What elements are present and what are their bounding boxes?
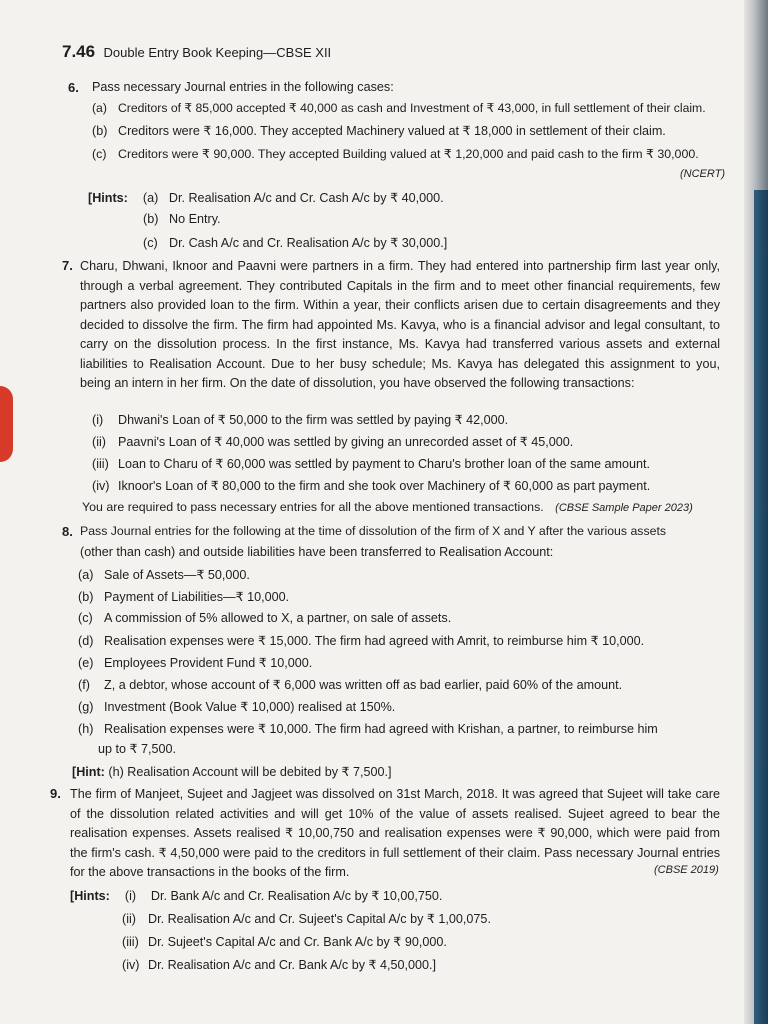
- running-title: Double Entry Book Keeping—CBSE XII: [103, 45, 332, 60]
- question-paragraph: The firm of Manjeet, Sujeet and Jagjeet was dissolved on 31st March, 2018. It was agreed that Sujeet will take care of the dissolution related activities and will get 10% of the value of assets realised. Sujeet agreed to bear the realisation expenses. Assets realised ₹ 10,00,750 and realisation expenses were ₹ 90,000, which were paid from the firm's cash. ₹ 4,50,000 were paid to the creditors in full settlement of their claim. Pass necessary Journal entries for the above transactions in the books of the firm.: [70, 787, 720, 879]
- list-item: (b) Creditors were ₹ 16,000. They accepted Machinery valued at ₹ 18,000 in settlement of their claim.: [92, 124, 666, 138]
- book-page-edge: [744, 0, 768, 1024]
- source-citation: (NCERT): [680, 168, 726, 180]
- list-item: (a) Sale of Assets—₹ 50,000.: [78, 568, 250, 582]
- list-item: (f) Z, a debtor, whose account of ₹ 6,000 was written off as bad earlier, paid 60% of the amount.: [78, 678, 623, 692]
- page-number: 7.46: [62, 42, 96, 61]
- red-page-tab: [0, 386, 13, 462]
- list-item-continuation: up to ₹ 7,500.: [98, 742, 177, 756]
- question-paragraph: Charu, Dhwani, Iknoor and Paavni were partners in a firm. They had entered into partnership firm last year only, through a verbal agreement. They contributed Capitals in the firm and to meet other financial requirements, few partners also provided loan to the firm. Within a year, their conflicts arisen due to certain disagreements and they decided to dissolve the firm. The firm had appointed Ms. Kavya, who is a financial advisor and legal consultant, to carry on the dissolution process. In the first instance, Ms. Kavya had transferred various assets and external liabilities to Realisation Account. Due to her busy schedule; Ms. Kavya has delegated this assignment to you, being an intern in her firm. On the date of dissolution, you have observed the following transactions:: [80, 259, 720, 390]
- hints-block: [Hints: (a) Dr. Realisation A/c and Cr. Cash A/c by ₹ 40,000.: [88, 191, 444, 205]
- list-item: (b) Payment of Liabilities—₹ 10,000.: [78, 590, 290, 604]
- hints-block: [Hints: (i) Dr. Bank A/c and Cr. Realisation A/c by ₹ 10,00,750.: [70, 889, 443, 903]
- list-item: (g) Investment (Book Value ₹ 10,000) realised at 150%.: [78, 700, 396, 714]
- list-item: (d) Realisation expenses were ₹ 15,000. The firm had agreed with Amrit, to reimburse him ₹ 10,000.: [78, 634, 645, 648]
- binding-strip: [754, 190, 768, 1024]
- question-prompt: Pass Journal entries for the following at the time of dissolution of the firm of X and Y after the various assets: [80, 524, 667, 538]
- list-item: (ii) Dr. Realisation A/c and Cr. Sujeet's Capital A/c by ₹ 1,00,075.: [122, 912, 491, 926]
- list-item: (c) Dr. Cash A/c and Cr. Realisation A/c by ₹ 30,000.]: [143, 236, 448, 250]
- list-item: (iii) Loan to Charu of ₹ 60,000 was settled by payment to Charu's brother loan of the same amount.: [92, 457, 650, 471]
- question-number: 6.: [68, 80, 79, 95]
- question-prompt: Pass necessary Journal entries in the following cases:: [92, 80, 394, 94]
- list-item: (iv) Dr. Realisation A/c and Cr. Bank A/c by ₹ 4,50,000.]: [122, 958, 437, 972]
- closing-line: You are required to pass necessary entries for all the above mentioned transactions. (CBSE Sample Paper 2023): [82, 500, 693, 514]
- question-number: 8.: [62, 524, 73, 539]
- list-item: (c) Creditors were ₹ 90,000. They accepted Building valued at ₹ 1,20,000 and paid cash to the firm ₹ 30,000.: [92, 147, 699, 161]
- list-item: (h) Realisation expenses were ₹ 10,000. The firm had agreed with Krishan, a partner, to reimburse him: [78, 722, 658, 736]
- list-item: (i) Dhwani's Loan of ₹ 50,000 to the firm was settled by paying ₹ 42,000.: [92, 413, 509, 427]
- list-item: (e) Employees Provident Fund ₹ 10,000.: [78, 656, 313, 670]
- list-item: (iv) Iknoor's Loan of ₹ 80,000 to the firm and she took over Machinery of ₹ 60,000 as part payment.: [92, 479, 651, 493]
- page-header: [62, 42, 722, 68]
- question-prompt: (other than cash) and outside liabilities have been transferred to Realisation Account:: [80, 545, 554, 559]
- hint-line: [Hint: (h) Realisation Account will be debited by ₹ 7,500.]: [72, 765, 392, 779]
- list-item: (a) Creditors of ₹ 85,000 accepted ₹ 40,000 as cash and Investment of ₹ 43,000, in full settlement of their claim.: [92, 101, 706, 115]
- list-item: (iii) Dr. Sujeet's Capital A/c and Cr. Bank A/c by ₹ 90,000.: [122, 935, 447, 949]
- list-item: (ii) Paavni's Loan of ₹ 40,000 was settled by giving an unrecorded asset of ₹ 45,000.: [92, 435, 574, 449]
- question-number: 9.: [50, 786, 61, 801]
- list-item: (c) A commission of 5% allowed to X, a partner, on sale of assets.: [78, 611, 452, 625]
- question-number: 7.: [62, 258, 73, 273]
- list-item: (b) No Entry.: [143, 212, 221, 226]
- source-citation: (CBSE 2019): [654, 864, 719, 876]
